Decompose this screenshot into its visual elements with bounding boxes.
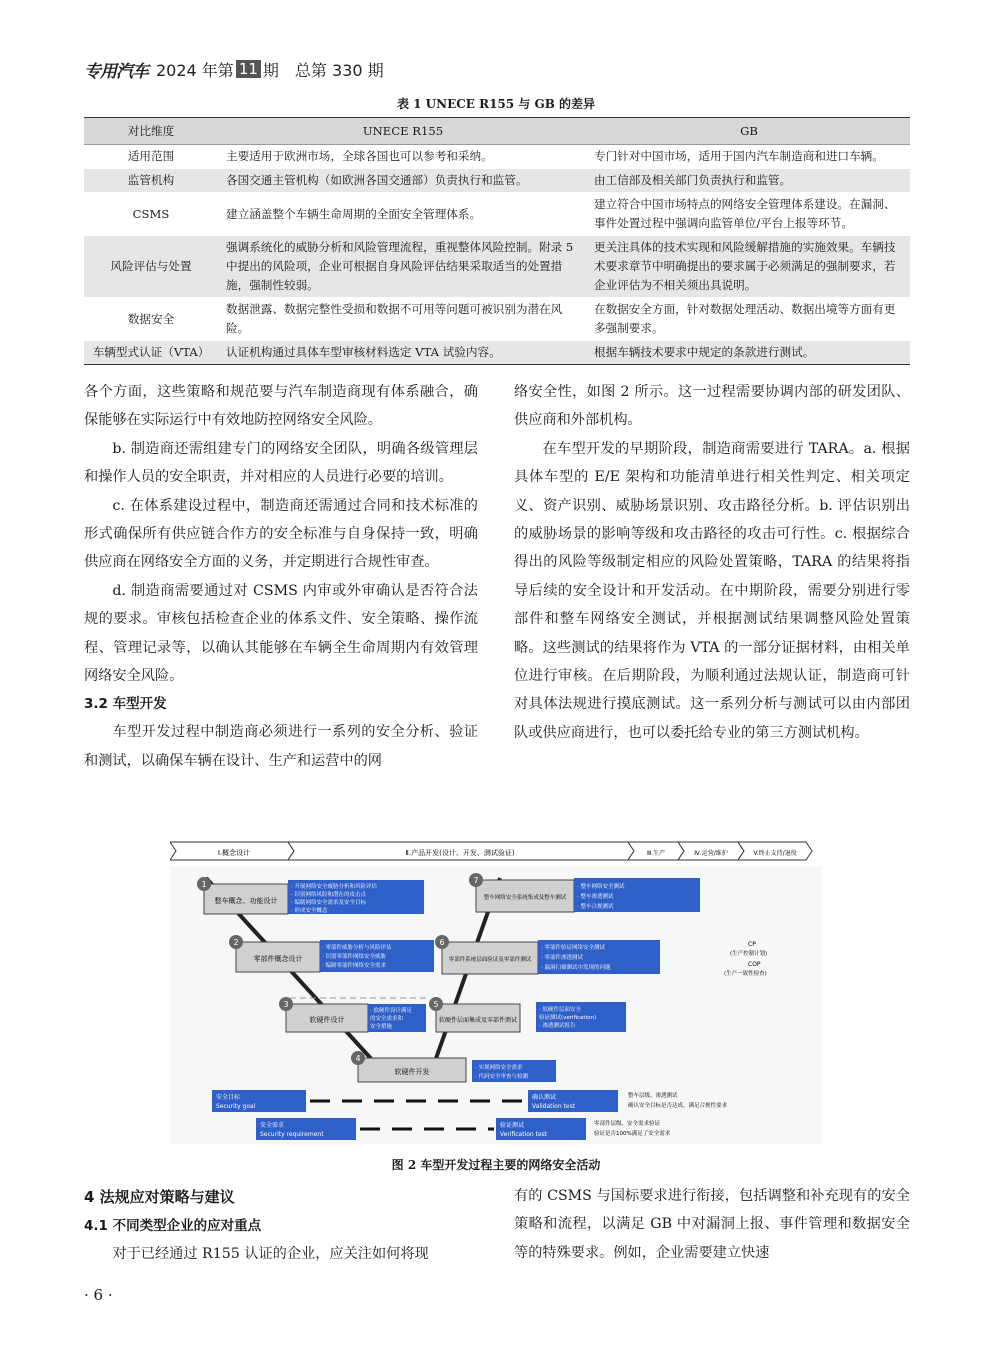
goal-label-en: Security goal <box>216 1103 256 1110</box>
step-note: · 零部件渗透测试 <box>541 955 583 961</box>
paragraph: 络安全性，如图 2 所示。这一过程需要协调内部的研发团队、供应商和外部机构。 <box>514 384 910 429</box>
issue-year: 2024 年第 <box>156 60 234 80</box>
step-note: 的安全需求和 <box>370 1016 404 1022</box>
running-header <box>84 56 384 82</box>
paragraph: 各个方面，这些策略和规范要与汽车制造商现有体系融合，确保能够在实际运行中有效地防控网络安全风险。 <box>84 384 478 429</box>
side-note-line: (生产一致性检查) <box>724 971 767 977</box>
section-heading: 3.2 车型开发 <box>84 696 167 713</box>
paragraph: c. 在体系建设过程中，制造商还需通过合同和技术标准的形式确保所有供应链合作方的安全标准与自身保持一致，明确供应商在网络安全方面的义务，并定期进行合规性审查。 <box>84 497 478 571</box>
paragraph: 在车型开发的早期阶段，制造商需要进行 TARA。a. 根据具体车型的 E/E 架构和功能清单进行相关性判定、相关项定义、资产识别、威胁场景识别、攻击路径分析。b. 评估识别出的威胁场景的影响等级和攻击路径的攻击可行性。c. 根据综合得出的风险等级制定相应的风险处置策略，TARA 的结果将指导后续的安全设计和开发活动。在中期阶段，需要分别进行零部件和整车网络安全测试，并根据测试结果调整风险处置策略。这些测试的结果将作为 VTA 的一部分证据材料，由相关单位进行审核。在后期阶段，为顺利通过法规认证，制造商可针对具体法规进行摸底测试。这一系列分析与测试可以由内部团队或供应商进行，也可以委托给专业的第三方测试机构。 <box>514 440 910 741</box>
phase-label: Ⅰ.概念设计 <box>217 849 251 857</box>
issue-info <box>156 58 384 81</box>
step-note: · 漏洞扫描测试中发现的问题 <box>541 965 611 971</box>
side-note-line: (生产控制计划) <box>730 951 768 957</box>
table-cell-dimension: 车辆型式认证（VTA） <box>84 341 218 365</box>
right-column-section4 <box>514 1182 910 1267</box>
table-cell-dimension: 适用范围 <box>84 145 218 169</box>
phase-label: Ⅱ.产品开发(设计、开发、测试验证) <box>405 849 515 857</box>
step-note: · 软硬件层面安全 <box>539 1007 581 1013</box>
phase-label: V.终止支持/退役 <box>753 850 797 857</box>
side-note-line: CP <box>748 941 756 948</box>
step-label: 软硬件层面集成及零部件测试 <box>438 1017 518 1024</box>
step-note: · 代码安全审查与检测 <box>475 1074 528 1080</box>
step-note: · 识别网络风险和潜在的攻击点 <box>291 892 366 898</box>
step-note: · 渗透测试报告 <box>539 1023 576 1029</box>
left-column-section4 <box>84 1182 478 1268</box>
phase-label: Ⅳ.运营/维护 <box>694 850 728 857</box>
step-number: 1 <box>201 880 207 889</box>
v-model-figure <box>170 838 822 1144</box>
phase-label: Ⅲ.生产 <box>646 850 666 857</box>
table-cell-dimension: 数据安全 <box>84 298 218 341</box>
table-row <box>84 236 910 298</box>
issue-number: 11 <box>236 60 261 78</box>
step-label: 整车网络安全系统集成及整车测试 <box>483 895 567 901</box>
goal-label: 安全目标 <box>216 1094 241 1101</box>
step-number: 4 <box>355 1054 361 1063</box>
page-number: · 6 · <box>84 1286 113 1304</box>
step-label: 软硬件设计 <box>309 1016 345 1024</box>
table-cell-gb: 由工信部及相关部门负责执行和监管。 <box>588 169 910 193</box>
test-label-en: Validation test <box>532 1103 576 1110</box>
table-cell-unece: 主要适用于欧洲市场，全球各国也可以参考和采纳。 <box>218 145 588 169</box>
table-cell-gb: 根据车辆技术要求中规定的条款进行测试。 <box>588 341 910 365</box>
right-column <box>514 378 910 747</box>
table-row <box>84 169 910 193</box>
figure-caption: 图 2 车型开发过程主要的网络安全活动 <box>391 1158 601 1172</box>
side-note-line: COP <box>748 961 761 968</box>
subsection-heading: 4.1 不同类型企业的应对重点 <box>84 1218 262 1234</box>
table-cell-dimension: 监管机构 <box>84 169 218 193</box>
step-note: · 零部件验证网络安全测试 <box>541 945 605 951</box>
step-note: · 实现网络安全需求 <box>475 1065 523 1071</box>
table-cell-unece: 认证机构通过具体车型审核材料选定 VTA 试验内容。 <box>218 341 588 365</box>
step-label: 零部件系统层面验证及零部件测试 <box>448 957 532 963</box>
table-caption: 表 1 UNECE R155 与 GB 的差异 <box>396 97 596 111</box>
table-cell-unece: 强调系统化的威胁分析和风险管理流程，重视整体风险控制。附录 5 中提出的风险项，企业可根据自身风险评估结果采取适当的处置措施，强制性较弱。 <box>218 236 588 298</box>
step-label: 整车概念、功能设计 <box>214 897 278 905</box>
test-label-en: Verification test <box>500 1131 548 1138</box>
paragraph: 对于已经通过 R155 认证的企业，应关注如何将现 <box>112 1246 429 1262</box>
table-cell-unece: 建立涵盖整个车辆生命周期的全面安全管理体系。 <box>218 193 588 236</box>
step-number: 2 <box>233 938 239 947</box>
table-cell-dimension: 风险评估与处置 <box>84 236 218 298</box>
comparison-table <box>84 117 910 365</box>
journal-logo: 专用汽车 <box>84 61 148 82</box>
paragraph: 有的 CSMS 与国标要求进行衔接，包括调整和补充现有的安全策略和流程，以满足 GB 中对漏洞上报、事件管理和数据安全等的特殊要求。例如，企业需要建立快速 <box>514 1188 910 1261</box>
table-row <box>84 193 910 236</box>
step-note: · 编制网络安全需求及安全目标 <box>291 900 366 906</box>
test-note: 整车层级、渗透测试 <box>628 1093 678 1099</box>
step-number: 3 <box>283 1000 289 1009</box>
left-column <box>84 378 478 775</box>
step-note: · 软硬件设计满足 <box>370 1008 412 1014</box>
step-note: · 识别零部件网络安全威胁 <box>322 954 386 960</box>
requirement-label-en: Security requirement <box>260 1131 324 1138</box>
table-cell-gb: 专门针对中国市场，适用于国内汽车制造商和进口车辆。 <box>588 145 910 169</box>
step-number: 6 <box>439 938 445 947</box>
table-row <box>84 341 910 365</box>
paragraph: d. 制造商需要通过对 CSMS 内审或外审确认是否符合法规的要求。审核包括检查企业的体系文件、安全策略、操作流程、管理记录等，以确认其能够在车辆全生命周期内有效管理网络安全风险。 <box>84 582 478 685</box>
step-note: · 形成安全概念 <box>291 908 328 914</box>
table-header-row <box>84 118 910 145</box>
table-row <box>84 145 910 169</box>
step-note: · 整车网络安全测试 <box>577 884 625 890</box>
step-note: 安全措施 <box>370 1024 393 1030</box>
step-note: · 编制零部件网络安全需求 <box>322 963 386 969</box>
phase-banner <box>170 842 812 860</box>
step-label: 软硬件开发 <box>394 1068 430 1076</box>
table-cell-gb: 建立符合中国市场特点的网络安全管理体系建设。在漏洞、事件处置过程中强调向监管单位/平台上报等环节。 <box>588 193 910 236</box>
test-note: 零部件层级、安全需求验证 <box>594 1121 661 1127</box>
test-note: 验证是否100%满足了安全需求 <box>594 1131 671 1137</box>
paragraph: b. 制造商还需组建专门的网络安全团队，明确各级管理层和操作人员的安全职责，并对相应的人员进行必要的培训。 <box>84 440 478 486</box>
step-label: 零部件概念设计 <box>253 955 303 963</box>
paragraph: 车型开发过程中制造商必须进行一系列的安全分析、验证和测试，以确保车辆在设计、生产和运营中的网 <box>84 724 478 769</box>
table-cell-unece: 各国交通主管机构（如欧洲各国交通部）负责执行和监管。 <box>218 169 588 193</box>
table-cell-gb: 在数据安全方面，针对数据处理活动、数据出境等方面有更多强制要求。 <box>588 298 910 341</box>
table-row <box>84 298 910 341</box>
test-label: 验证测试 <box>500 1122 525 1129</box>
step-note: · 整车渗透测试 <box>577 894 614 900</box>
issue-suffix: 期 <box>262 60 279 80</box>
table-cell-unece: 数据泄露、数据完整性受损和数据不可用等问题可被识别为潜在风险。 <box>218 298 588 341</box>
requirement-label: 安全需求 <box>260 1122 285 1129</box>
step-note: · 整车合规测试 <box>577 904 614 910</box>
issue-total: 总第 330 期 <box>294 60 384 80</box>
step-number: 5 <box>433 1000 439 1009</box>
step-note: 验证测试(verification) <box>539 1015 597 1021</box>
table-header-cell: GB <box>588 118 910 145</box>
table-header-cell: 对比维度 <box>84 118 218 145</box>
step-number: 7 <box>473 876 479 885</box>
table-header-cell: UNECE R155 <box>218 118 588 145</box>
step-note: · 零部件威胁分析与风险评估 <box>322 945 392 951</box>
test-note: 确认安全目标是否达成，满足合规性要求 <box>628 1103 728 1109</box>
section-heading: 4 法规应对策略与建议 <box>84 1188 235 1206</box>
table-cell-gb: 更关注具体的技术实现和风险缓解措施的实施效果。车辆技术要求章节中明确提出的要求属于必须满足的强制要求，若企业评估为不相关须出具说明。 <box>588 236 910 298</box>
table-cell-dimension: CSMS <box>84 193 218 236</box>
step-note: · 开展网络安全威胁分析和风险评估 <box>291 884 377 890</box>
test-label: 确认测试 <box>532 1094 557 1101</box>
